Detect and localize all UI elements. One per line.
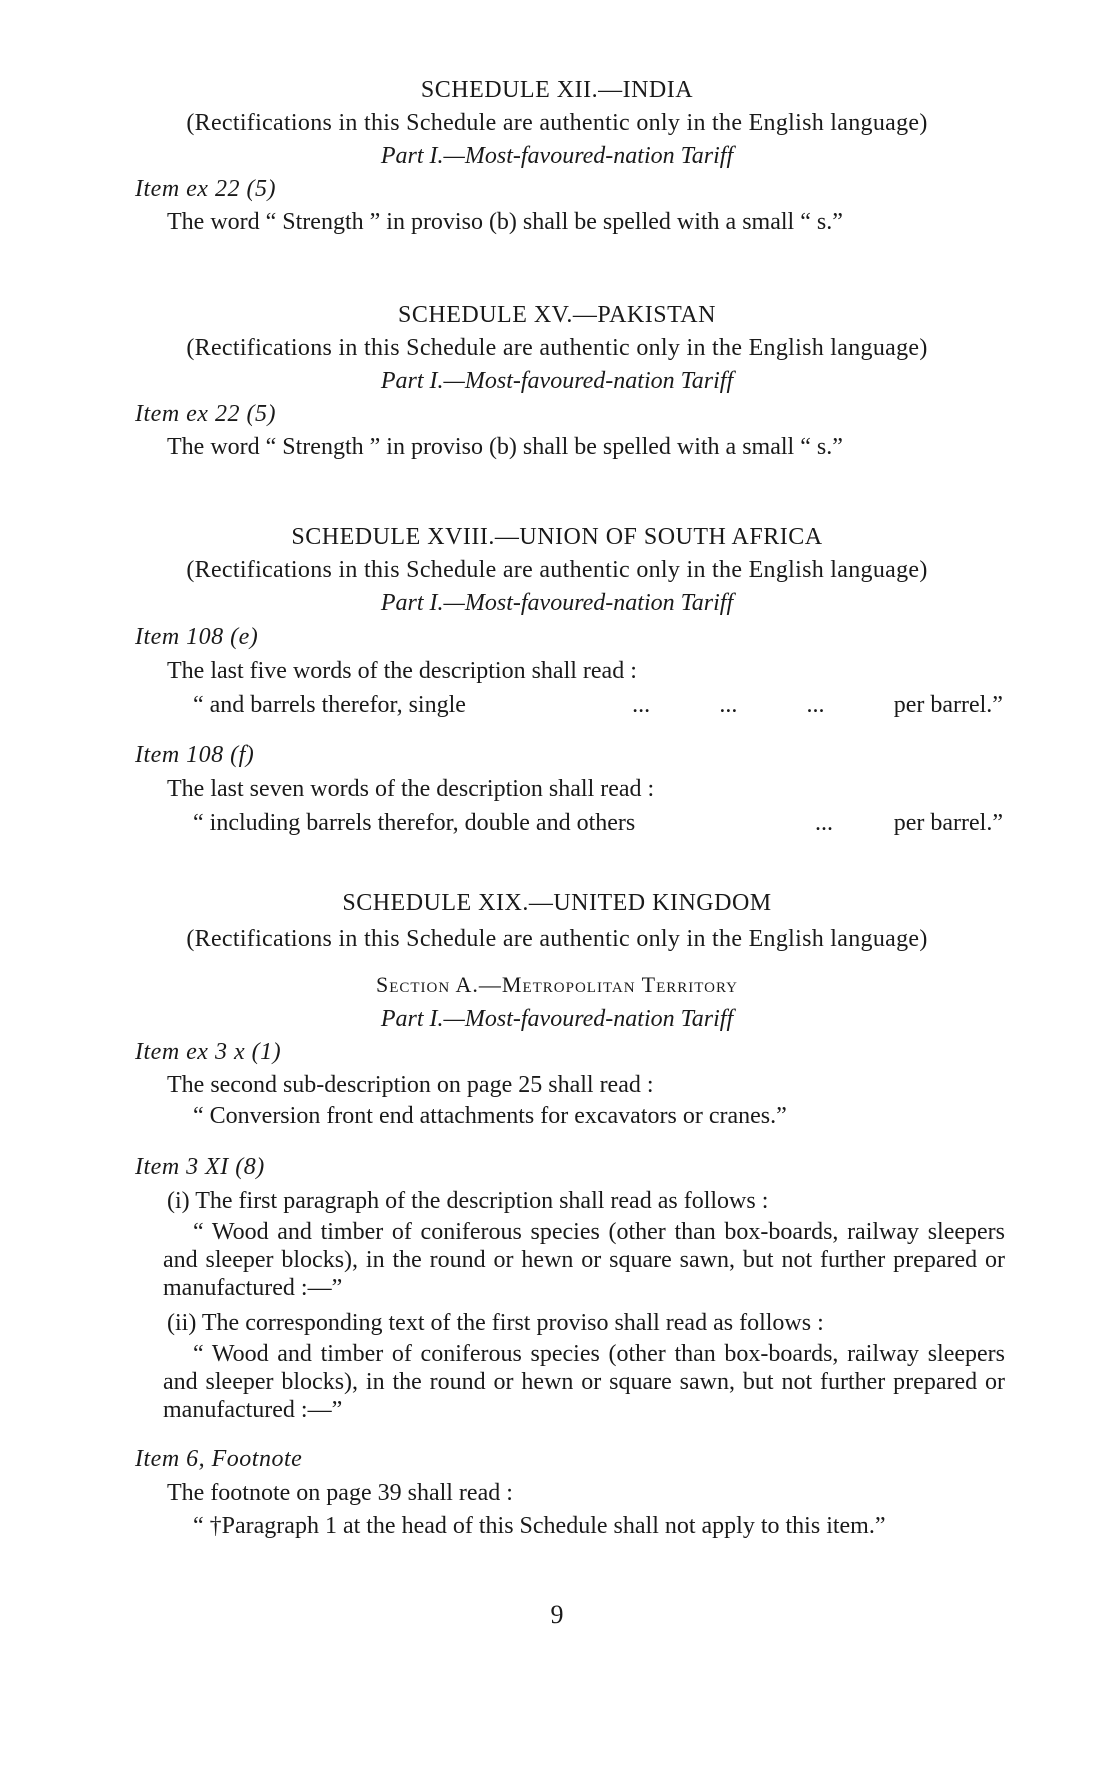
leader-dots: ... — [815, 810, 833, 836]
item-6-footnote: Item 6, Footnote — [135, 1446, 303, 1472]
quote-end: per barrel.” — [893, 810, 1003, 836]
page-number: 9 — [550, 1600, 564, 1629]
schedule-xii-title: SCHEDULE XII.—INDIA — [420, 77, 694, 103]
item-3-xi-8-quote-1 — [163, 1218, 1005, 1302]
schedule-xii-item: Item ex 22 (5) — [135, 176, 276, 202]
schedule-xix-note: (Rectifications in this Schedule are authentic only in the English language) — [186, 926, 928, 952]
item-6-footnote-quote — [163, 1512, 1005, 1540]
schedule-xv-title: SCHEDULE XV.—PAKISTAN — [398, 302, 716, 328]
item-3-xi-8-quote-2 — [163, 1340, 1005, 1424]
item-108-f-quote — [193, 808, 1003, 838]
leader-dots: ... — [806, 692, 825, 718]
item-6-footnote-text: The footnote on page 39 shall read : — [167, 1480, 513, 1506]
quote-paragraph: “ †Paragraph 1 at the head of this Schedule shall not apply to this item.” — [193, 1513, 886, 1539]
item-108-f: Item 108 (f) — [135, 742, 255, 768]
quote-text: “ and barrels therefor, single — [193, 692, 466, 718]
item-3-xi-8-sub-i: (i) The first paragraph of the description shall read as follows : — [167, 1188, 769, 1214]
item-ex-3-x-1: Item ex 3 x (1) — [135, 1039, 282, 1065]
leader-dots: ... — [632, 692, 651, 718]
schedule-xii-note: (Rectifications in this Schedule are authentic only in the English language) — [186, 110, 928, 136]
quote-text: “ including barrels therefor, double and others — [193, 810, 636, 836]
schedule-xix-part: Part I.—Most-favoured-nation Tariff — [380, 1006, 734, 1032]
schedule-xviii-title: SCHEDULE XVIII.—UNION OF SOUTH AFRICA — [291, 524, 823, 550]
item-ex-3-x-1-quote: “ Conversion front end attachments for excavators or cranes.” — [193, 1103, 787, 1129]
schedule-xv-part: Part I.—Most-favoured-nation Tariff — [380, 368, 734, 394]
schedule-xviii-note: (Rectifications in this Schedule are authentic only in the English language) — [186, 557, 928, 583]
schedule-xviii-part: Part I.—Most-favoured-nation Tariff — [380, 590, 734, 616]
item-108-e: Item 108 (e) — [135, 624, 259, 650]
item-108-e-quote — [193, 690, 1003, 720]
schedule-xix-section: Section A.—Metropolitan Territory — [375, 972, 739, 997]
leader-dots: ... — [719, 692, 738, 718]
quote-end: per barrel.” — [893, 692, 1003, 718]
item-ex-3-x-1-text: The second sub-description on page 25 shall read : — [167, 1072, 654, 1098]
schedule-xv-item: Item ex 22 (5) — [135, 401, 276, 427]
schedule-xv-text: The word “ Strength ” in proviso (b) shall be spelled with a small “ s.” — [167, 434, 843, 460]
schedule-xix-title: SCHEDULE XIX.—UNITED KINGDOM — [342, 890, 772, 916]
schedule-xii-part: Part I.—Most-favoured-nation Tariff — [380, 143, 734, 169]
item-108-f-text: The last seven words of the description shall read : — [167, 776, 655, 802]
quote-paragraph: “ Wood and timber of coniferous species (other than box-boards, railway sleepers and sleeper blocks), in the round or hewn or square sawn, but not further prepared or manufactured :—” — [163, 1219, 1005, 1301]
quote-paragraph: “ Wood and timber of coniferous species (other than box-boards, railway sleepers and sleeper blocks), in the round or hewn or square sawn, but not further prepared or manufactured :—” — [163, 1341, 1005, 1423]
item-3-xi-8: Item 3 XI (8) — [135, 1154, 265, 1180]
schedule-xv-note: (Rectifications in this Schedule are authentic only in the English language) — [186, 335, 928, 361]
item-3-xi-8-sub-ii: (ii) The corresponding text of the first proviso shall read as follows : — [167, 1310, 824, 1336]
item-108-e-text: The last five words of the description shall read : — [167, 658, 637, 684]
schedule-xii-text: The word “ Strength ” in proviso (b) shall be spelled with a small “ s.” — [167, 209, 843, 235]
